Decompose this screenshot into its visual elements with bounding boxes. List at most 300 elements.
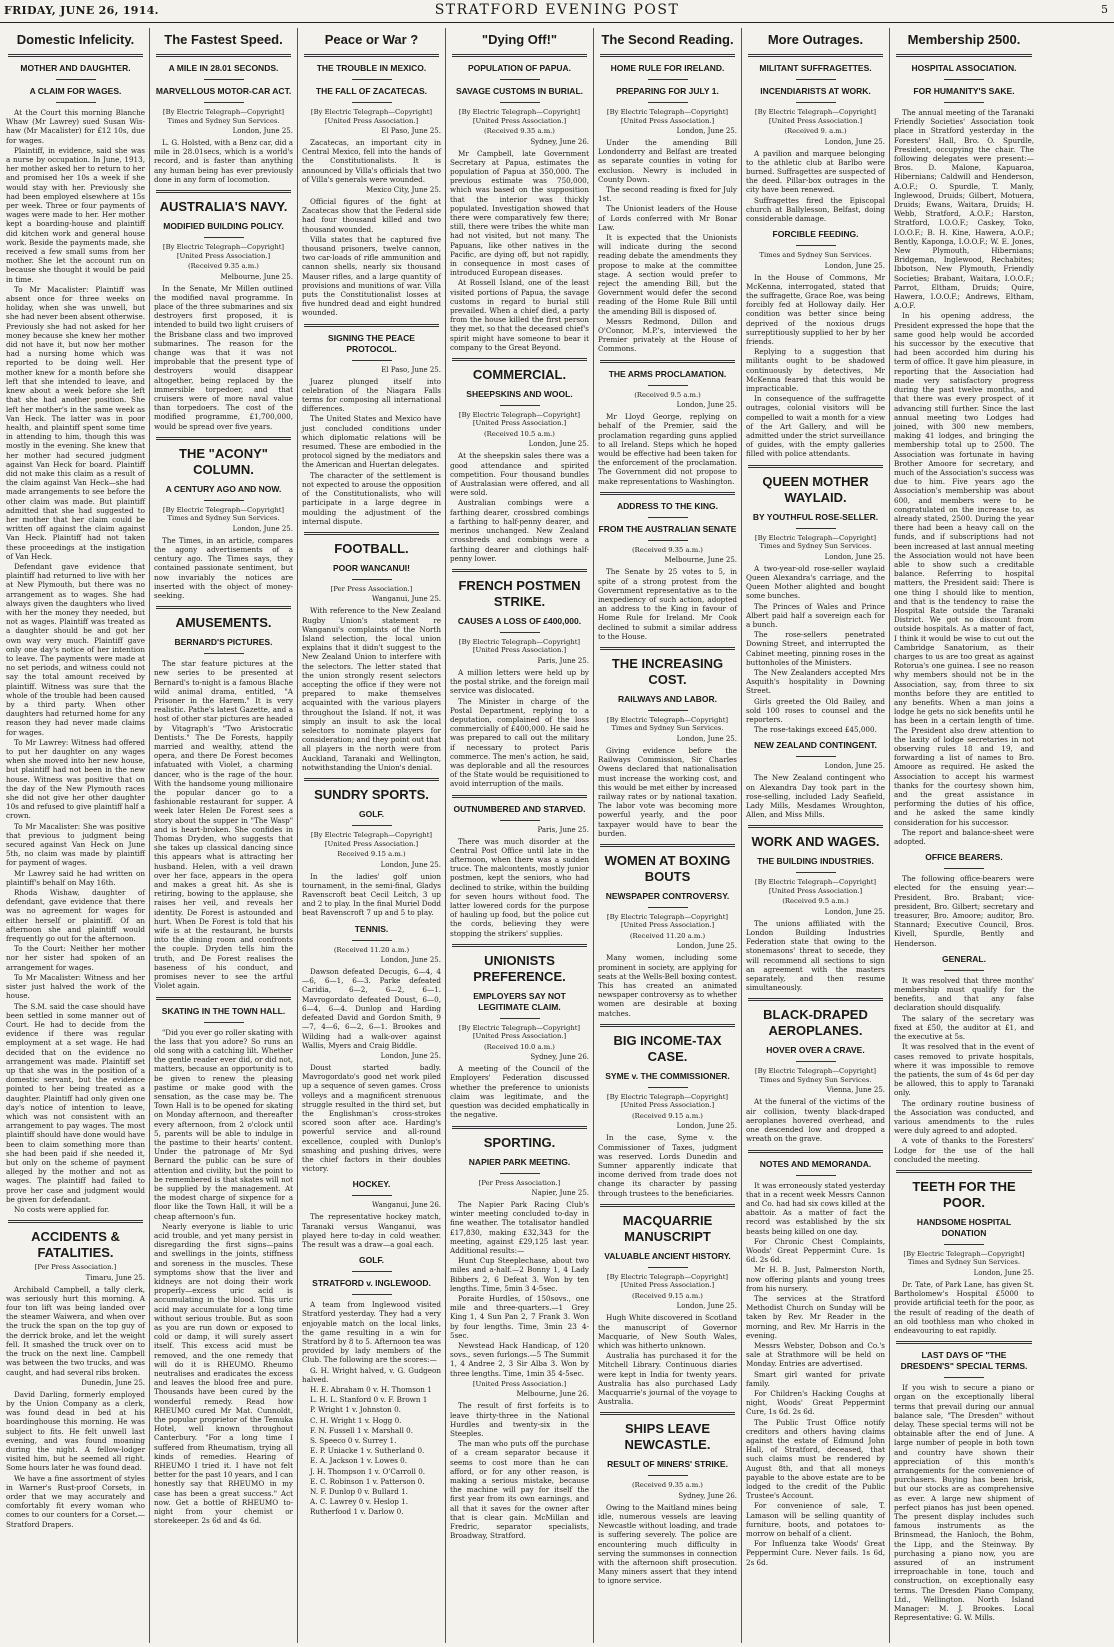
byline: (Received 10.0 a.m.)	[484, 1042, 555, 1051]
body-text: In consequence of the suffragette outrages, colonial visitors will be compelled to wait a month for a view of the Art Gallery, and will be admitted under the strict surveillance of guides, with the empty galleries filled with police attendants.	[746, 394, 885, 459]
body-text: The salary of the secretary was fixed at £50, the auditor at £1, and the executive at 5s.	[894, 1013, 1034, 1042]
newspaper-title: STRATFORD EVENING POST	[434, 2, 680, 18]
body-text: No costs were applied for.	[14, 1204, 110, 1214]
section-rule	[304, 778, 439, 781]
subheading-rule	[352, 360, 392, 361]
byline: (Received 9.5 a.m.)	[634, 390, 701, 399]
subheading-rule	[204, 102, 244, 103]
body-text: The annual meeting of the Taranaki Friendly Societies' Association took place in Stratford yesterday in the Foresters' Hall, Bro. O. Spurdle, President, occupying the chair. The following delegates were present:—Bros. D. Malone, Kapuaroa, Hibernians; Caldwill and Henderson, A.O.F.; O. Spurdle, T. Manly, Inglewood, Druids; Gilbert, Motuera, Druids; Ewans, Waitara, Druids; H. Webb, Stratford, A.O.F.; Harston, Stratford, I.O.O.F.; Caskey, Toko, I.O.O.F.; B. H. Kine, Hawera, A.O.F.; Bently, Kaponga, I.O.O.F.; W. E. Jones, New Plymouth, Hibernians; Bridgeman, Inglewood, Rechabites; Ibbotson, New Plymouth, Friendly Societies; Brabant, Waitara, I.O.O.F.; Parrot, Eltham, Druids; Quire, Hawera, I.O.O.F.; Andrews, Eltham, A.O.F.	[894, 108, 1034, 311]
section-rule	[600, 1024, 735, 1027]
dateline: London, June 25.	[676, 734, 737, 743]
headline: SPORTING.	[483, 1134, 556, 1150]
byline: [United Press Association.]	[472, 1379, 567, 1388]
subheading: EMPLOYERS SAY NOT LEGITIMATE CLAIM.	[473, 990, 566, 1012]
body-text: To the Court: Neither her mother nor her sister had spoken of an arrangement for wages.	[6, 944, 145, 972]
byline: [By Electric Telegraph—Copyright] Times and Sydney Sun Services.	[162, 108, 285, 125]
body-text: E. P. Uniacke 1 v. Sutherland 0.	[310, 1446, 425, 1456]
subheading: HOSPITAL ASSOCIATION.	[911, 63, 1017, 73]
body-text: The Minister in charge of the Postal Department, replying to a deputation, complained of the loss commercially of £400,000. He said he was prepared to call out the military if necessary to protect Paris commerce. The men's action, he said, was deplorable and all the resources of the State would be requisitioned to avoid interruption of the mails.	[450, 696, 589, 789]
body-text: Australia has purchased it for the Mitchell Library. Continuous diaries were kept in India for twenty years. Australia has also purchased Lady Macquarrie's journal of the voyage to Australia.	[598, 1351, 737, 1407]
section-rule	[452, 1126, 587, 1129]
body-text: Archibald Campbell, a tally clerk, was seriously hurt this morning. A four ton lift was being landed over the steamer Waiwera, and when over the truck the span on the top guy of the derrick broke, and let the weight fell. It smashed the truck over on to the truck on the next line. Campbell was between the two trucks, and was caught, and had several ribs broken.	[6, 1284, 145, 1377]
subheading: ADDRESS TO THE KING.	[617, 500, 718, 511]
section-rule	[600, 844, 735, 847]
body-text: Mr H. B. Just, Palmerston North, now offering plants and young trees from his nursery.	[746, 1265, 885, 1293]
subheading-rule	[796, 102, 836, 103]
dateline: El Paso, June 25.	[381, 127, 441, 135]
headline-rule	[600, 54, 735, 57]
body-text: Mr Lloyd George, replying on behalf of the Premier, said the proclamation regarding guns applied to all Ireland. Steps which he hoped would be effective had been taken for the enforcement of the proclamation. The Government did not propose to make representations to Washington.	[598, 412, 737, 486]
body-text: Newstead Hack Handicap, of 120 sovs., seven furlongs.—5 The Summit 1, 4 Andree 2, 3 Sir Alba 3. Won by three lengths. Time, 1min 35 4-5sec.	[450, 1341, 589, 1378]
byline: [By Electric Telegraph—Copyright] [United Press Association.]	[458, 410, 581, 428]
body-text: A two-year-old rose-seller waylaid Queen Alexandra's carriage, and the Queen Mother alighted and bought some bunches.	[746, 563, 885, 601]
headline: QUEEN MOTHER WAYLAID.	[762, 473, 869, 505]
byline: [By Electric Telegraph—Copyright] [United Press Association.]	[754, 108, 877, 125]
body-text: If you wish to secure a piano or organ on the exceptionally liberal terms that prevail during our annual balance sale, "The Dresden" without delay. These special terms will not be obtainable after the end of June. A large number of people in both town and country have shown their appreciation of this month's arrangements for the convenience of purchasers. Buying has been brisk, but our stocks are as comprehensive as ever. A large new shipment of perfect pianos has just been opened. The present display includes such famous instruments as the Brinsmead, the Hanloch, the Bohm, the Lipp, and the Steinway. By purchasing a piano now, you are assured of an instrument irreproachable in tone, touch and construction, on exceptionally easy terms. The Dresden Piano Company, Ltd., Wellington. North Island Manager: M. J. Brookes. Local Representative: G. W. Mills.	[894, 1383, 1034, 1623]
body-text: With reference to the New Zealand Rugby Union's statement re Wanganui's complaints of the North Island selection, the local union explains that it didn't suggest to the New Zealand Union to interfere with the selectors. The letter stated that the union strongly resent selectors accepting the office if they were not prepared to make themselves acquainted with the various players throughout the Island. If not, it was simply an insult to ask the local selectors to nominate players for consideration; and they point out that all players in the north were from Auckland, Taranaki and Wellington, notwithstanding the Union's denial.	[302, 606, 441, 772]
subheading: HANDSOME HOSPITAL DONATION	[916, 1216, 1012, 1238]
body-text: J. H. Thompson 1 v. O'Carroll 0.	[310, 1466, 426, 1476]
body-text: The S.M. said the case should have been settled in some manner out of Court. He had to decide from the evidence if there was regular employment at a set wage. He had decided that on the evidence no arrangement was made. Plaintiff set up that she was in the position of a domestic servant, but the evidence pointed to her being treated as a daughter. Plaintiff had only given one day's notice of intention to leave, which was not consistent with an arrangement to pay wages. The most plaintiff should have done would have been to claim something more than she had been paid if she needed it, but only on the scheme of payment alleged by the mother and not as wages. The plaintiff had failed to prove her case and judgment would be given for defendant.	[6, 1001, 145, 1204]
dateline: Sydney, June 26.	[530, 1053, 589, 1062]
byline: (Received 9.15 a.m.)	[632, 1291, 703, 1300]
body-text: Hugh White discovered in Scotland the manuscript of Governor Macquarie, of New South Wales, which was hitherto unknown.	[598, 1313, 737, 1350]
body-text: Doust started badly. Mavrogordato's good net work piled up a sequence of seven games. Cross volleys and a magnificent strenuous struggle resulted in the third set, but the Englishman's cross-strokes scored soon after ace. Harding's powerful service and all-round excellence, coupled with Dunlop's smashing and pushing drives, were the chief factors in their doubles victory.	[302, 1062, 441, 1174]
section-rule	[156, 997, 291, 1000]
page-columns	[2, 28, 1112, 1643]
subheading: HOCKEY.	[352, 1179, 391, 1190]
headline-rule	[156, 54, 291, 57]
section-rule	[452, 569, 587, 572]
subheading: A CLAIM FOR WAGES.	[29, 86, 122, 96]
section-rule	[748, 1150, 883, 1153]
headline: WOMEN AT BOXING BOUTS	[604, 852, 731, 884]
body-text: Messrs Redmond, Dillon and O'Connor, M.P.'s, interviewed the Premier privately at the House of Commons.	[598, 316, 737, 354]
body-text: A meeting of the Council of the Employers' Federation discussed whether the preference to unionists claim was legitimate, and the question was decided emphatically in the negative.	[450, 1064, 589, 1120]
body-text: The following office-bearers were elected for the ensuing year:—President, Bro. Brabant; vice-president, Bro. Gilbert; secretary and treasurer, Bro. Amoore; auditor, Bro. Stannard; Executive Council, Bros. Kivell, Spurdle, Bently and Henderson.	[894, 874, 1034, 948]
byline: (Received 9.35 a.m.)	[484, 127, 555, 135]
byline: (Received 9.35 a.m.)	[188, 262, 259, 271]
body-text: Official figures of the fight at Zacatecas show that the Federal side had four thousand killed and two thousand wounded.	[302, 197, 441, 234]
subheading: HOVER OVER A CRAVE.	[766, 1045, 865, 1056]
subheading: THE FALL OF ZACATECAS.	[315, 86, 428, 96]
section-rule	[156, 190, 291, 193]
byline: (Received 11.20 a.m.)	[629, 931, 706, 940]
body-text: G. H. Wright halved, v. G. Gudgeon halved.	[302, 1365, 441, 1384]
body-text: Suffragettes fired the Episcopal church at Ballylesson, Belfast, doing considerable damage.	[746, 195, 885, 223]
subheading: OUTNUMBERED AND STARVED.	[453, 803, 586, 814]
subheading-rule	[648, 102, 688, 103]
byline: [By Electric Telegraph—Copyright] [United Press Association.]	[310, 108, 433, 125]
body-text: The services at the Stratford Methodist Church on Sunday will be taken by Rev. Mr Reader in the morning, and Rev. Mr Harris in the evening.	[746, 1293, 885, 1340]
body-text: Rhoda Wishaw, daughter of defendant, gave evidence that there was no agreement for wages for either herself or plaintiff. Of an afternoon she and plaintiff would frequently go out for the afternoon.	[6, 888, 145, 944]
dateline: Paris, June 25.	[537, 656, 589, 665]
headline: THE INCREASING COST.	[611, 655, 724, 687]
column-headline: "Dying Off!"	[481, 32, 558, 47]
subheading: GOLF.	[358, 809, 385, 820]
body-text: For convenience of sale, T. Lamason will be selling quantity of furniture, boots, and potatoes to-morrow on behalf of a client.	[746, 1501, 885, 1539]
body-text: A team from Inglewood visited Stratford yesterday. They had a very enjoyable match on the local links, the game resulting in a win for Stratford by 8 to 5. Afternoon tea was provided by lady members of the Club. The following are the scores:—	[302, 1300, 441, 1365]
body-text: It was resolved that in the event of cases removed to private hospitals, where it was impossible to remove the patients, the sum of 4s 6d per day be allowed, this to apply to Taranaki only.	[894, 1042, 1034, 1098]
subheading-rule	[648, 385, 688, 386]
headline: SHIPS LEAVE NEWCASTLE.	[624, 1421, 711, 1453]
section-rule	[600, 360, 735, 363]
subheading-rule	[796, 245, 836, 246]
body-text: At the funeral of the victims of the air collision, twenty black-draped aeroplanes hovered overhead, and one descended low and dropped a wreath on the grave.	[746, 1097, 885, 1144]
body-text: E. A. Jackson 1 v. Lowes 0.	[310, 1456, 408, 1466]
dateline: Vienna, June 25.	[826, 1086, 885, 1095]
dateline: London, June 25.	[824, 762, 885, 771]
subheading: NAPIER PARK MEETING.	[468, 1156, 571, 1167]
headline-rule	[896, 54, 1032, 57]
dateline: London, June 25.	[824, 907, 885, 916]
dateline: Sydney, June 26.	[678, 1491, 737, 1500]
subheading: GENERAL.	[942, 953, 986, 964]
body-text: To Mr Macalister: Plaintiff was absent once for three weeks on holiday, when she was unwell, but she had never been absent otherwise. Previously she had not asked for her money because she knew her mother did not have it, but now her mother had a nursing home which was reported to be doing well. Her mother knew for a month before she left that she intended to leave, and knew about a week before she left that she had another position. She left her mother's in the same week as Van Heck. The latter was in poor health, and plaintiff spent some time in attending to him, though this was mostly in the evening. She knew that her mother had secured judgment against Van Heck for board. Plaintiff did not make this claim as a result of the claim against Van Heck—she had made arrangements to see before the other claim was made. But plaintiff admitted that she had suggested to her mother that her claim could be written off against the claim against Van Heck. Plaintiff had not taken these proceedings at the instigation of Van Heck.	[6, 284, 145, 561]
byline: [By Electric Telegraph—Copyright] [United Press Association.]	[162, 243, 285, 260]
byline: [By Electric Telegraph—Copyright] [United Press Association.]	[458, 108, 581, 125]
dateline: Sydney, June 26.	[530, 137, 589, 146]
subheading: CAUSES A LOSS OF £400,000.	[457, 615, 582, 626]
subheading: SAVAGE CUSTOMS IN BURIAL.	[455, 86, 584, 96]
body-text: The ordinary routine business of the Association was conducted, and various amendments to the rules were duly agreed to and adopted.	[894, 1098, 1034, 1136]
dateline: Napier, June 25.	[531, 1189, 589, 1197]
subheading: MILITANT SUFFRAGETTES.	[759, 63, 872, 73]
body-text: The man who puts off the purchase of a cream separator because it seems to cost more than he can afford, or for any other reason, is making a serious mistake, because the machine will pay for itself the first year from its own earnings, and all that it saves for the owner after that is clear gain. McMillan and Fredric, separator specialists, Broadway, Stratford.	[450, 1439, 589, 1541]
dateline: Melbourne, June 25.	[664, 556, 737, 565]
headline: COMMERCIAL.	[472, 366, 567, 382]
column-headline: Membership 2500.	[907, 32, 1021, 47]
body-text: Juarez plunged itself into celebration of the Niagara Falls terms for composing all international differences.	[302, 376, 441, 414]
byline: [By Electric Telegraph—Copyright] [United Press Association.]	[606, 108, 729, 125]
subheading: A MILE IN 28.01 SECONDS.	[168, 63, 279, 73]
subheading: INCENDIARISTS AT WORK.	[760, 86, 871, 96]
dateline: London, June 25.	[824, 261, 885, 270]
body-text: Poraite Hurdles, of 150sovs., one mile and three-quarters.—1 Grey King 1, 4 Sun Pan 2, 7 Frank 3. Won by four lengths. Time, 3min 23 4-5sec.	[450, 1294, 589, 1340]
headline: FRENCH POSTMEN STRIKE.	[458, 577, 581, 609]
subheading-rule	[648, 907, 688, 908]
headline: BIG INCOME-TAX CASE.	[613, 1032, 722, 1064]
subheading: NEW ZEALAND CONTINGENT.	[754, 740, 877, 751]
column-headline: More Outrages.	[767, 32, 864, 47]
subheading-rule	[352, 1294, 392, 1295]
dateline: London, June 25.	[676, 1302, 737, 1311]
dateline: London, June 25.	[528, 440, 589, 449]
body-text: Under the amending Bill Londonderry and Belfast are treated as separate counties in voting for exclusion. Newry is included in County Down.	[598, 138, 737, 184]
byline: Received 9.15 a.m.)	[337, 850, 406, 859]
subheading: PREPARING FOR JULY 1.	[616, 86, 719, 96]
body-text: In his opening address, the President expressed the hope that the same good help would be accorded his successor by the executive that had been accorded him during his term of office. It gave him pleasure, in reporting that the Association had made very satisfactory progress during the past twelve months, and that there was every prospect of it advancing still further. Since the last annual meeting two Lodges had joined, with 300 new members, making 41 lodges, and bringing the membership total up to 2500. The Association was fortunate in having Brother Amoore for secretary, and much of the Association's success was due to him. Five years ago the Association's membership was about 600, and members were to be congratulated on the increase to, as already stated, 2500. During the year there had been a heavy call on the funds, and if subscriptions had not been increased at last annual meeting the Association would not have been able to show such a creditable balance. Referring to hospital matters, the President said: There is one thing I should like to mention, and that is the tendency to raise the Hospital Rate outside the Taranaki District. We got no discount from outside hospitals. As a matter of fact, I think it would be wise to cut out the Cambridge Sanatorium, as their charges to us are too great as against Rotorua's one guinea. I see no reason why members should not be in the Association, say, from three to six months before they are entitled to any benefits. When a man joins a lodge he gets no sick benefits until he has been in a certain length of time. The President also drew attention to the laxity of lodge secretaries in not observing rules 18 and 19, and forwarding a list of names to Bro. Amoore as required. He asked the Association to accept his warmest thanks for the courtesy shown him, and the great assistance in performing the duties of his office, and he asked the same kindly consideration for his successor.	[894, 311, 1034, 827]
body-text: C. H. Wright 1 v. Hogg 0.	[310, 1415, 402, 1425]
subheading: LAST DAYS OF "THE DRESDEN'S" SPECIAL TERMS.	[900, 1350, 1028, 1372]
section-rule	[600, 647, 735, 650]
subheading-rule	[204, 500, 244, 501]
subheading: RESULT OF MINERS' STRIKE.	[607, 1459, 728, 1470]
subheading: BY YOUTHFUL ROSE-SELLER.	[752, 511, 879, 522]
body-text: It was erroneously stated yesterday that in a recent week Messrs Cannon and Co. had had six cows killed at the abattoir. As a matter of fact the record was established by the six beasts being killed on one day.	[746, 1180, 885, 1236]
body-text: The Public Trust Office notify creditors and others having claims against the estate of Edmund John Hall, of Stratford, deceased, that such claims must be rendered by August 8th, and that all moneys payable to the above estate are to be lodged to the credit of the Public Trustee's Account.	[746, 1417, 885, 1501]
body-text: Mr Campbell, late Government Secretary at Papua, estimates the population of Papua at 350,000. The previous estimate was 750,000, which was based on the supposition that the interior was thickly populated. Investigation showed that there were comparatively few there; still, there were tribes the white man had not visited, but not many. The Papuans, like other natives in the Pacific, are dying off, but not rapidly, in consequence in most cases of introduced European diseases.	[450, 148, 589, 278]
body-text: The second reading is fixed for July 1st.	[598, 185, 737, 204]
body-text: The representative hockey match, Taranaki versus Wanganui, was played here to-day in cold weather. The result was a draw—a goal each.	[302, 1212, 441, 1249]
section-rule	[304, 532, 439, 535]
section-rule	[896, 1341, 1032, 1344]
subheading-rule	[944, 1244, 984, 1245]
subheading: FROM THE AUSTRALIAN SENATE	[598, 523, 737, 534]
byline: [Per Press Association.]	[330, 584, 413, 593]
byline: (Received 9.15 a.m.)	[632, 1111, 703, 1120]
subheading-rule	[352, 825, 392, 826]
issue-date: FRIDAY, JUNE 26, 1914.	[4, 4, 159, 17]
dateline: Paris, June 25.	[537, 825, 589, 834]
byline: [By Electric Telegraph—Copyright] [United Press Association.]	[458, 1023, 581, 1041]
body-text: David Darling, formerly employed by the Union Company as a clerk, was found dead in bed at his boardinghouse this morning. He was subject to fits. He felt unwell last evening, and was found moaning during the night. A fellow-lodger visited him, but he seemed all right. Some hours later he was found dead.	[6, 1389, 145, 1473]
section-rule	[600, 1412, 735, 1415]
subheading: OFFICE BEARERS.	[925, 852, 1003, 863]
body-text: The New Zealanders accepted Mrs Asquith's hospitality in Downing Street.	[746, 667, 885, 696]
headline: THE "ACONY" COLUMN.	[179, 445, 268, 477]
subheading: POPULATION OF PAPUA.	[467, 63, 572, 73]
body-text: Rutherfood 1 v. Darlow 0.	[310, 1507, 404, 1517]
headline: WORK AND WAGES.	[751, 834, 880, 850]
dateline: London, June 25.	[824, 137, 885, 146]
section-rule	[8, 1220, 143, 1223]
subheading-rule	[204, 1022, 244, 1023]
body-text: Girls greeted the Old Bailey, and sold 100 roses to counsel and the reporters.	[746, 696, 885, 724]
body-text: L. H. L. Stanford 0 v. F. Brown 1	[310, 1395, 428, 1405]
body-text: In the case, Syme v. the Commissioner of Taxes, judgment was reserved. Lords Dunedin and Sumner apparently indicate that income derived from trade does not change its character by passing through trustees to the beneficiaries.	[598, 1133, 737, 1198]
body-text: Owing to the Maitland mines being idle, numerous vessels are leaving Newcastle without loading, and trade is suffering severely. The police are encountering much difficulty in serving the summonses in connection with the afternoon shift prosecution. Many miners assert that they intend to ignore service.	[598, 1502, 737, 1586]
dateline: London, June 25.	[824, 552, 885, 561]
body-text: For Children's Hacking Coughs at night, Woods' Great Peppermint Cure, 1s 6d. 2s 6d.	[746, 1388, 885, 1417]
byline: [By Electric Telegraph—Copyright] [United Press Association.]	[458, 637, 581, 655]
body-text: L. G. Holsted, with a Benz car, did a mile in 28.01secs, which is a world's record, and is faster than anything any human being has ever previously done in any form of locomotion.	[154, 138, 293, 184]
column-2	[150, 28, 298, 1643]
subheading-rule	[648, 1267, 688, 1268]
dateline: London, June 25.	[380, 860, 441, 869]
subheading: NEWSPAPER CONTROVERSY.	[605, 890, 730, 901]
section-rule	[748, 465, 883, 468]
body-text: The Times, in an article, compares the agony advertisements of a century ago. The Times says, they contained passionate sentiment, but now invariably the notices are inserted with the object of money-seeking.	[154, 535, 293, 600]
body-text: F. N. Fussell 1 v. Marshall 0.	[310, 1425, 414, 1435]
subheading-rule	[500, 632, 540, 633]
subheading-rule	[944, 1377, 984, 1378]
subheading-rule	[352, 940, 392, 941]
body-text: At the sheepskin sales there was a good attendance and spirited competition. Four thousand bundles of Australasian were offered, and all were sold.	[450, 451, 589, 498]
subheading: RAILWAYS AND LABOR.	[617, 693, 718, 704]
subheading: TENNIS.	[354, 923, 389, 934]
subheading-rule	[500, 405, 540, 406]
subheading: MARVELLOUS MOTOR-CAR ACT.	[155, 86, 292, 96]
headline-rule	[304, 54, 439, 57]
body-text: H. E. Abraham 0 v. H. Thomson 1	[310, 1384, 432, 1394]
byline: [By Electric Telegraph—Copyright] Times and Sydney Sun Services.	[754, 533, 877, 551]
section-rule	[156, 437, 291, 440]
subheading: THE BUILDING INDUSTRIES.	[757, 856, 874, 867]
body-text: A pavilion and marquee belonging to the athletic club at Barlbo were burned. Suffragettes are suspected of the deed. Pillar-box outrages in the city have been renewed.	[746, 148, 885, 195]
dateline: London, June 25.	[676, 942, 737, 951]
body-text: To Mr Lawrey: Witness had offered to put her daughter on any wages when she moved into her new house, but plaintiff had not been in the new house. Witness was positive that on the day of the New Plymouth races she did not give her other daughter 10s and refused to give plaintiff half a crown.	[6, 737, 145, 821]
byline: [By Electric Telegraph—Copyright] Times and Sydney Sun Services.	[903, 1249, 1025, 1267]
subheading-rule	[352, 79, 392, 80]
subheading-rule	[352, 579, 392, 580]
byline: (Received 11.20 a.m.)	[333, 945, 410, 954]
headline: FOOTBALL.	[334, 540, 409, 556]
section-rule	[156, 606, 291, 609]
subheading-rule	[204, 237, 244, 238]
body-text: Zacatecas, an important city in Central Mexico, fell into the hands of the Constitutionalists. It is announced by Villa's officials that two of Villa's generals were wounded.	[302, 138, 441, 184]
subheading: SHEEPSKINS AND WOOL.	[466, 388, 573, 399]
subheading: MOTHER AND DAUGHTER.	[20, 63, 131, 73]
column-7	[890, 28, 1038, 1643]
subheading-rule	[796, 79, 836, 80]
dateline: London, June 25.	[380, 1051, 441, 1060]
body-text: Australian combings were a farthing dearer, crossbred combings a farthing to half-penny dearer, and merinos unchanged. New Zealand crossbreds and combings were a farthing dearer and clothings half-penny lower.	[450, 498, 589, 563]
subheading: SIGNING THE PEACE PROTOCOL.	[328, 332, 415, 354]
byline: [By Electric Telegraph—Copyright] [United Press Association.]	[310, 831, 433, 848]
body-text: The star feature pictures at the new series to be presented at Bernard's to-night is a famous Blache wild animal drama, entitled, "A Prisoner in the Harem." It is very realistic. Pathe's latest Gazette, and a host of other star pictures are headed by Vitagraph's "Two Aristocratic Dentists." The De Forests, happily married and wealthy, attend the opera, and there De Forest becomes infatuated with Violet, a charming dancer, who is the rage of the hour. With the handsome young millionaire the popular dancer go to a fashionable restaurant for supper. A week later Helen De Forest sees a story about the supper in "The Wasp" and is heart-broken. She confides in Thomas Dryden, who suggests that she takes up classical dancing since this appears what is attracting her husband. Helen, with a veil drawn over her face, appears in the opera and makes a great hit. As she is retiring, bowing to the applause, she raises her veil, and reveals her identity. De Forest is astounded and hurt. When De Forest is told that his wife is at the restaurant, he bursts into the dining room and confronts the couple. Dryden tells him the truth, and De Forest realises the baseness of his conduct, and promises never to see the artful Violet again.	[154, 659, 293, 991]
body-text: Villa states that he captured five thousand prisoners, twelve cannon, two car-loads of rifle ammunition and cannon shells, nearly six thousand Mauser rifles, and a large quantity of provisions and munitions of war. Villa puts the Constitutionalist losses at five hundred dead and eight hundred wounded.	[302, 234, 441, 318]
dateline: Wanganui, June 26.	[372, 1201, 441, 1210]
body-text: At Rossell Island, one of the least visited portions of Papua, the savage customs in regard to burial still prevailed. When a chief died, a party from the house killed the first person they met, so that the deceased chief's spirit might have someone to bear it company to the Great Beyond.	[450, 278, 589, 352]
section-rule	[304, 324, 439, 327]
subheading: A CENTURY AGO AND NOW.	[165, 483, 282, 494]
byline: (Received 9.35 a.m.)	[632, 545, 703, 554]
headline: SUNDRY SPORTS.	[314, 787, 429, 803]
dateline: London, June 25.	[676, 127, 737, 135]
body-text: The rose-sellers penetrated Downing Street, and interrupted the Cabinet meeting, pinning roses in the buttonholes of the Ministers.	[746, 630, 885, 667]
body-text: The Napier Park Racing Club's winter meeting concluded to-day in fine weather. The totalisator handled £17,830, making £32,343 for the meeting, against £29,125 last year. Additional results:—	[450, 1200, 589, 1256]
body-text: Plaintiff, in evidence, said she was a nurse by occupation. In June, 1913, her mother asked her to return to her and promised her 10s a week if she would stay with her. Previously she had been employed elsewhere at 15s per week. Three or four payments of wages were made to her. Her mother kept a boarding-house and plaintiff did kitchen work and general house work. Beside the payments made, she received a few small sums from her mother. She let the account run on because she thought it would be paid in time.	[6, 145, 145, 284]
dateline: El Paso, June 25.	[381, 365, 441, 374]
column-6	[742, 28, 890, 1643]
body-text: E. C. Robinson 1 v. Patterson 0.	[310, 1476, 425, 1486]
body-text: Replying to a suggestion that militants ought to be shadowed continuously by detectives, Mr McKenna feared that this would be impracticable.	[746, 347, 885, 394]
headline: MACQUARRIE MANUSCRIPT	[622, 1212, 713, 1244]
dateline: Mexico City, June 25.	[365, 186, 441, 195]
subheading: HOME RULE FOR IRELAND.	[610, 63, 725, 73]
byline: (Received 9. a.m.)	[784, 127, 847, 135]
subheading: SKATING IN THE TOWN HALL.	[161, 1005, 286, 1016]
body-text: At the Court this morning Blanche Whaw (Mr Lawrey) sued Susan Wis-haw (Mr Macalister) for £12 10s, due for wages.	[6, 108, 145, 145]
subheading-rule	[648, 710, 688, 711]
subheading-rule	[648, 1087, 688, 1088]
body-text: A million letters were held up by the postal strike, and the foreign mail service was dislocated.	[450, 667, 589, 696]
subheading-rule	[204, 653, 244, 654]
byline: [By Electric Telegraph—Copyright] [United Press Association.]	[606, 1092, 729, 1110]
body-text: Dawson defeated Decugis, 6—4, 4—6, 6—1, 6—3. Parke defeated Caridia, 6—2, 6—2, 6—1. Mavrogordato defeated Doust, 6—0, 6—4, 6—4. Dunlop and Harding defeated David and Gordon Smith, 9—7, 4—6, 6—2, 6—1. Brookes and Wilding had a walk-over against Wallis, Myers and Craig Biddle.	[302, 967, 441, 1050]
body-text: In the House of Commons, Mr McKenna, interrogated, stated that the suffragette, Grace Roe, was being forcibly fed at Holloway daily. Her condition was better since being deprived of the noxious drugs surreptitiously supplied to her by her friends.	[746, 272, 885, 347]
dateline: London, June 25.	[676, 1122, 737, 1131]
body-text: "Did you ever go roller skating with the lass that you adore? So runs an old song with a catching lilt. Whether the gentle reader ever did, or did not, matters, because an opportunity is to be given to renew the pleasing pastime or make good with the sensation, as the case may be. The Town Hall is to be opened for skating on Monday afternoon, and thereafter every afternoon, from 2 o'clock until 5, parents will be able to indulge in the pastime to their hearts' content. Under the patronage of Mr Syd Bernard the public can be sure of attention and civility, but the point to be remembered is that skates will not be supplied by the management. At the modest charge of sixpence for a floor like the Town Hall, it will be a cheap afternoon's fun.	[154, 1027, 293, 1221]
column-headline: The Second Reading.	[601, 32, 734, 47]
byline: [Per Press Association.]	[34, 1263, 117, 1272]
subheading-rule	[648, 540, 688, 541]
byline: (Received 9.35 a.m.)	[632, 1481, 703, 1490]
body-text: The United States and Mexico have just concluded conditions under which diplomatic relations will be resumed. These are embodied in the protocol signed by the mediators and the American and Huertan delegates.	[302, 414, 441, 470]
page-number: 5	[1101, 3, 1108, 16]
subheading-rule	[500, 79, 540, 80]
headline: TEETH FOR THE POOR.	[912, 1178, 1016, 1210]
section-rule	[748, 825, 883, 828]
subheading-rule	[796, 1175, 836, 1176]
section-rule	[896, 1170, 1032, 1173]
subheading: FOR HUMANITY'S SAKE.	[913, 86, 1015, 96]
dateline: London, June 25.	[973, 1268, 1034, 1277]
subheading-rule	[796, 528, 836, 529]
body-text: Dr. Tate, of Park Lane, has given St. Bartholomew's Hospital £5000 to provide artificial teeth for the poor, as the result of reading of the death of an old toothless man who choked in endeavouring to eat rapidly.	[894, 1279, 1034, 1335]
subheading: STRATFORD v. INGLEWOOD.	[312, 1278, 431, 1289]
subheading-rule	[500, 102, 540, 103]
dateline: Melbourne, June 25.	[220, 272, 293, 281]
subheading-rule	[944, 102, 984, 103]
headline: AUSTRALIA'S NAVY.	[159, 199, 288, 215]
column-headline: Peace or War ?	[324, 32, 419, 47]
byline: (Received 9.5 a.m.)	[782, 897, 849, 906]
headline: UNIONISTS PREFERENCE.	[473, 952, 566, 984]
body-text: Many women, including some prominent in society, are applying for seats at the Wells-Bell boxing contest. This has created an animated newspaper controversy as to whether women are desirable at boxing matches.	[598, 953, 737, 1018]
subheading: THE ARMS PROCLAMATION.	[608, 368, 727, 379]
dateline: Wanganui, June 25.	[372, 595, 441, 604]
section-rule	[452, 795, 587, 798]
byline: (Received 10.5 a.m.)	[484, 429, 555, 438]
body-text: Mr Lawrey said he had written on plaintiff's behalf on May 16th.	[6, 868, 145, 887]
headline-rule	[748, 54, 883, 57]
subheading: NOTES AND MEMORANDA.	[759, 1158, 872, 1169]
column-1	[2, 28, 150, 1643]
subheading-rule	[648, 1475, 688, 1476]
body-text: The report and balance-sheet were adopted.	[894, 827, 1034, 847]
column-3	[298, 28, 446, 1643]
body-text: For Influenza take Woods' Great Peppermint Cure. Never fails. 1s 6d, 2s 6d.	[746, 1539, 885, 1567]
body-text: It is expected that the Unionists will indicate during the second reading debate the amendments they propose to make at the committee stage. A section would prefer to reject the amending Bill, but the Government would defer the second reading of the Home Rule Bill until the amending Bill is disposed of.	[598, 233, 737, 316]
body-text: N. F. Dunlop 0 v. Bullard 1.	[310, 1487, 408, 1497]
subheading-rule	[500, 1173, 540, 1174]
headline: BLACK-DRAPED AEROPLANES.	[763, 1007, 868, 1039]
subheading-rule	[648, 517, 688, 518]
headline: ACCIDENTS & FATALITIES.	[31, 1229, 120, 1261]
subheading: POOR WANCANUI!	[333, 562, 410, 573]
body-text: Nearly everyone is liable to uric acid trouble, and yet many persist in disregarding the first signs—pains and swellings in the joints, stiffness and soreness in the muscles. These symptoms show that the liver and kidneys are not doing their work properly—excess uric acid is accumulating in the blood. This uric acid may accumulate for a long time without serious trouble. But as soon as you are run down or exposed to cold or damp, it will surely assert itself. This excess acid must be removed, and the one remedy that will do it is RHEUMO. Rheumo neutralises and eradicates the excess and leaves the blood free and pure. Thousands have been cured by the wonderful remedy. Read how RHEUMO cured Mr Mat. Cunnoldt, the popular proprietor of the Temuka Hotel, well known throughout Canterbury. "For a long time I suffered from Rheumatism, trying all kinds of remedies. Hearing of RHEUMO I tried it. I have not felt better for the past 10 years, and I can honestly say that RHEUMO in my case has been a great success." Act now. Get a bottle of RHEUMO to-night from your chemist or storekeeper. 2s 6d and 4s 6d.	[154, 1221, 293, 1526]
body-text: The New Zealand contingent who on Alexandra Day took part in the rose-selling, included Lady Seafield, Lady Mills, Mesdames Wroughton, Allen, and Miss Mills.	[746, 773, 885, 820]
headline-rule	[452, 54, 587, 57]
dateline: Melbourne, June 26.	[516, 1390, 589, 1399]
body-text: We have a fine assortment of styles in Warner's Rust-proof Corsets, in order that we may accurately and comfortably fit every woman who comes to our counters for a Corset.—Stratford Drapers.	[6, 1473, 145, 1529]
subheading-rule	[944, 970, 984, 971]
subheading: SYME v. THE COMMISSIONER.	[605, 1070, 730, 1081]
body-text: Messrs Webster, Dobson and Co.'s sale at Strathmore will be held on Monday. Entries are advertised.	[746, 1340, 885, 1369]
dateline: Dunedin, June 25.	[81, 1378, 145, 1387]
subheading-rule	[352, 1271, 392, 1272]
subheading-rule	[500, 1018, 540, 1019]
byline: [By Electric Telegraph—Copyright] Times and Sydney Sun Services.	[162, 505, 285, 523]
subheading: MODIFIED BUILDING POLICY.	[163, 221, 284, 232]
subheading: VALUABLE ANCIENT HISTORY.	[604, 1250, 731, 1261]
body-text: Giving evidence before the Railways Commission, Sir Charles Owens declared that nationalisation must increase the working cost, and this would be met either by increased railway rates or by national taxation. The labor vote was becoming more powerful yearly, and the poor taxpayer would have to bear the burden.	[598, 745, 737, 838]
column-headline: Domestic Infelicity.	[16, 32, 135, 47]
subheading-rule	[944, 868, 984, 869]
body-text: A. C. Lawrey 0 v. Heslop 1.	[310, 1497, 409, 1507]
subheading-rule	[56, 102, 96, 103]
subheading-rule	[204, 79, 244, 80]
body-text: For Chronic Chest Complaints, Woods' Great Peppermint Cure. 1s 6d. 2s 6d.	[746, 1236, 885, 1265]
body-text: The result of first forfeits is to leave thirty-three in the National Hurdles and twenty-six in the Steeples.	[450, 1401, 589, 1438]
body-text: The rose-takings exceed £45,000.	[754, 725, 877, 735]
subheading: THE TROUBLE IN MEXICO.	[316, 63, 427, 73]
section-rule	[452, 358, 587, 361]
dateline: London, June 25.	[232, 127, 293, 135]
column-5	[594, 28, 742, 1643]
